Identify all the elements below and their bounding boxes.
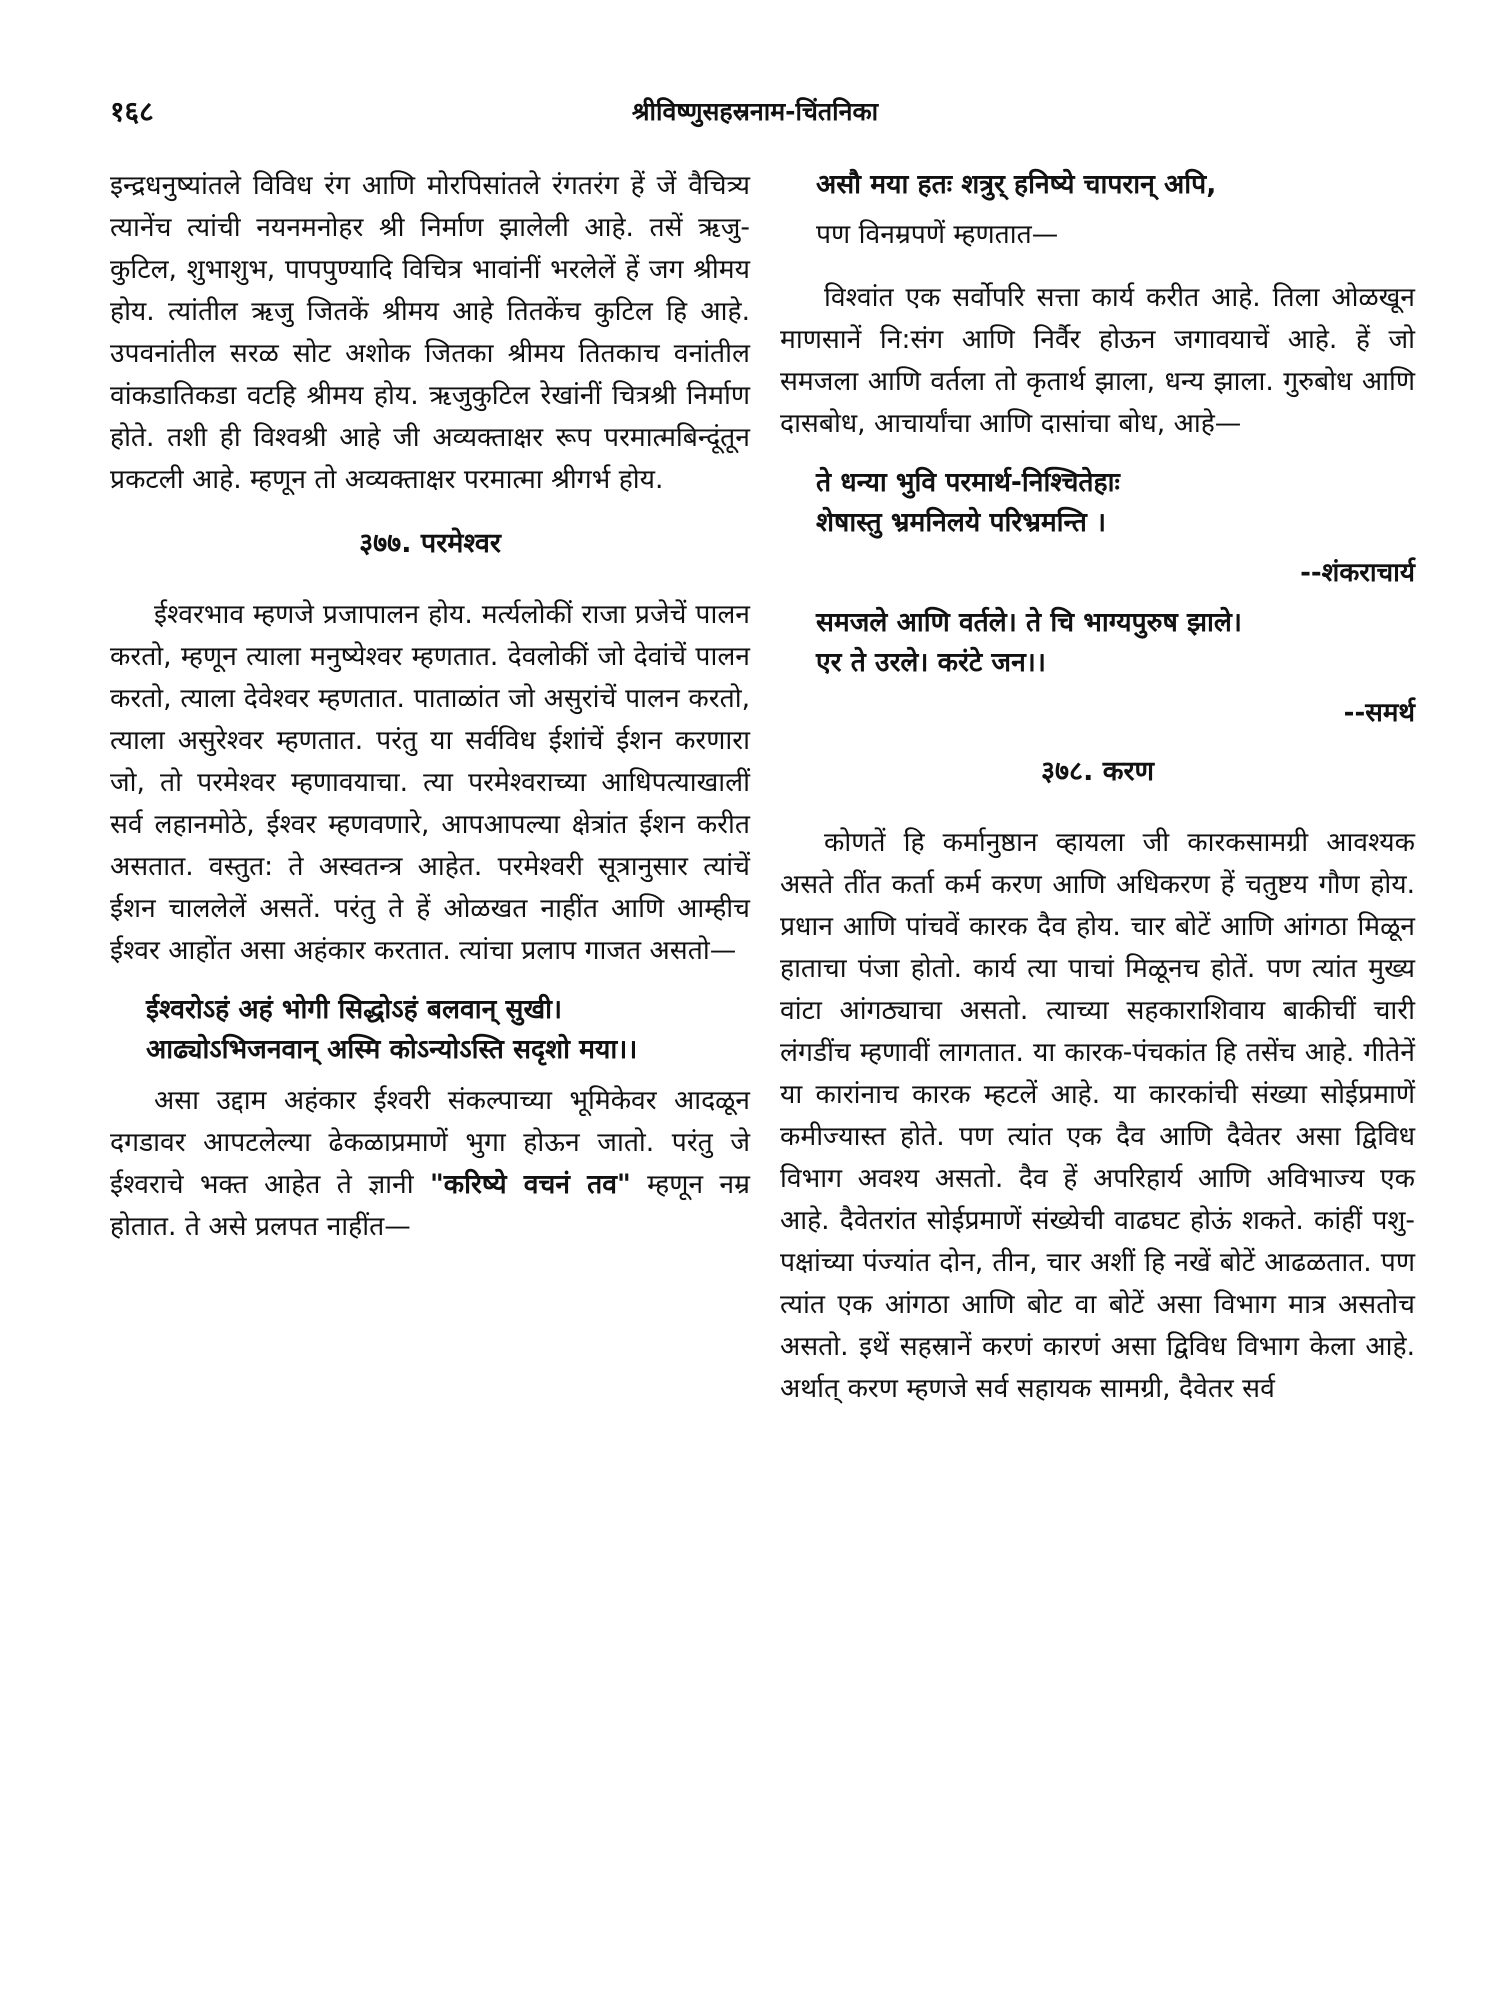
verse-line: ईश्वरोऽहं अहं भोगी सिद्धोऽहं बलवान् सुखी। bbox=[146, 994, 563, 1025]
verse-ishwaroham bbox=[146, 990, 750, 1070]
page-header bbox=[110, 92, 1400, 132]
verse-line: शेषास्तु भ्रमनिलये परिभ्रमन्ति । bbox=[816, 507, 1107, 538]
verse-line: समजले आणि वर्तले। ते चि भाग्यपुरुष झाले। bbox=[816, 607, 1242, 638]
attribution-shankaracharya: --शंकराचार्य bbox=[1300, 558, 1415, 588]
verse-line: आढ्योऽभिजनवान् अस्मि कोऽन्योऽस्ति सदृशो मया।। bbox=[146, 1034, 638, 1065]
paragraph-ahankar bbox=[110, 1080, 750, 1248]
verse-samajale bbox=[816, 603, 1415, 683]
right-column bbox=[780, 165, 1415, 1428]
running-title: श्रीविष्णुसहस्रनाम-चिंतनिका bbox=[631, 97, 879, 126]
paragraph-karan: कोणतें हि कर्मानुष्ठान व्हायला जी कारकसामग्री आवश्यक असते तींत कर्ता कर्म करण आणि अधिकरण हें चतुष्टय गौण होय. प्रधान आणि पांचवें कारक दैव होय. चार बोटें आणि आंगठा मिळून हाताचा पंजा होतो. कार्य त्या पाचां मिळूनच होतें. पण त्यांत मुख्य वांटा आंगठ्याचा असतो. त्याच्या सहकाराशिवाय बाकीचीं चारी लंगडींच म्हणावीं लागतात. या कारक-पंचकांत हि तसेंच आहे. गीतेनें या कारांनाच कारक म्हटलें आहे. या कारकांची संख्या सोईप्रमाणें कमीज्यास्त होते. पण त्यांत एक दैव आणि दैवेतर असा द्विविध विभाग अवश्य असतो. दैव हें अपरिहार्य आणि अविभाज्य एक आहे. दैवेतरांत सोईप्रमाणें संख्येची वाढघट होऊं शकते. कांहीं पशु- पक्षांच्या पंज्यांत दोन, तीन, चार अशीं हि नखें बोटें आढळतात. पण त्यांत एक आंगठा आणि बोट वा बोटें असा विभाग मात्र असतोच असतो. इथें सहस्रानें करणं कारणं असा द्विविध विभाग केला आहे. अर्थात् करण म्हणजे सर्व सहायक सामग्री, दैवेतर सर्व bbox=[780, 827, 1415, 1404]
paragraph-text: असा उद्दाम अहंकार ईश्वरी संकल्पाच्या भूमिकेवर आदळून दगडावर आपटलेल्या ढेकळाप्रमाणें भुगा होऊन जातो. परंतु जे ईश्वराचे भक्त आहेत ते ज्ञानी bbox=[110, 1085, 750, 1200]
paragraph-text: म्हणून नम्र होतात. ते असे प्रलपत नाहींत— bbox=[110, 1169, 750, 1242]
page-number: १६८ bbox=[110, 95, 154, 128]
paragraph-vishwant: विश्वांत एक सर्वोपरि सत्ता कार्य करीत आहे. तिला ओळखून माणसानें नि:संग आणि निर्वैर होऊन जगावयाचें आहे. हें जो समजला आणि वर्तला तो कृतार्थ झाला, धन्य झाला. गुरुबोध आणि दासबोध, आचार्यांचा आणि दासांचा बोध, आहे— bbox=[780, 282, 1415, 439]
intro-line: पण विनम्रपणें म्हणतात— bbox=[816, 219, 1059, 250]
paragraph-parameshwar: ईश्वरभाव म्हणजे प्रजापालन होय. मर्त्यलोकीं राजा प्रजेचें पालन करतो, म्हणून त्याला मनुष्येश्वर म्हणतात. देवलोकीं जो देवांचें पालन करतो, त्याला देवेश्वर म्हणतात. पाताळांत जो असुरांचें पालन करतो, त्याला असुरेश्वर म्हणतात. परंतु या सर्वविध ईशांचें ईशन करणारा जो, तो परमेश्वर म्हणावयाचा. त्या परमेश्वराच्या आधिपत्याखालीं सर्व लहानमोठे, ईश्वर म्हणवणारे, आपआपल्या क्षेत्रांत ईशन करीत असतात. वस्तुत: ते अस्वतन्त्र आहेत. परमेश्वरी सूत्रानुसार त्यांचें ईशन चाललेलें असतें. परंतु ते हें ओळखत नाहींत आणि आम्हीच ईश्वर आहोंत असा अहंकार करतात. त्यांचा प्रलाप गाजत असतो— bbox=[110, 599, 750, 966]
verse-line: असौ मया हतः शत्रुर् हनिष्ये चापरान् अपि, bbox=[816, 169, 1217, 200]
paragraph-shri-intro: इन्द्रधनुष्यांतले विविध रंग आणि मोरपिसांतले रंगतरंग हें जें वैचित्र्य त्यानेंच त्यांची नयनमनोहर श्री निर्माण झालेली आहे. तसें ऋजु-कुटिल, शुभाशुभ, पापपुण्यादि विचित्र भावांनीं भरलेलें हें जग श्रीमय होय. त्यांतील ऋजु जितकें श्रीमय आहे तितकेंच कुटिल हि आहे. उपवनांतील सरळ सोट अशोक जितका श्रीमय तितकाच वनांतील वांकडातिकडा वटहि श्रीमय होय. ऋजुकुटिल रेखांनीं चित्रश्री निर्माण होते. तशी ही विश्वश्री आहे जी अव्यक्ताक्षर रूप परमात्मबिन्दूंतून प्रकटली आहे. म्हणून तो अव्यक्ताक्षर परमात्मा श्रीगर्भ होय. bbox=[110, 170, 750, 495]
verse-asau-maya bbox=[816, 165, 1415, 205]
section-heading-378: ३७८. करण bbox=[1040, 756, 1155, 787]
verse-line: ते धन्या भुवि परमार्थ-निश्चितेहाः bbox=[816, 467, 1120, 498]
left-column bbox=[110, 165, 750, 1266]
verse-line: एर ते उरले। करंटे जन।। bbox=[816, 647, 1046, 678]
verse-te-dhanya bbox=[816, 463, 1415, 543]
inline-quote: "करिष्ये वचनं तव" bbox=[429, 1169, 631, 1200]
attribution-samarth: --समर्थ bbox=[1343, 698, 1415, 728]
section-heading-377: ३७७. परमेश्वर bbox=[359, 528, 501, 559]
